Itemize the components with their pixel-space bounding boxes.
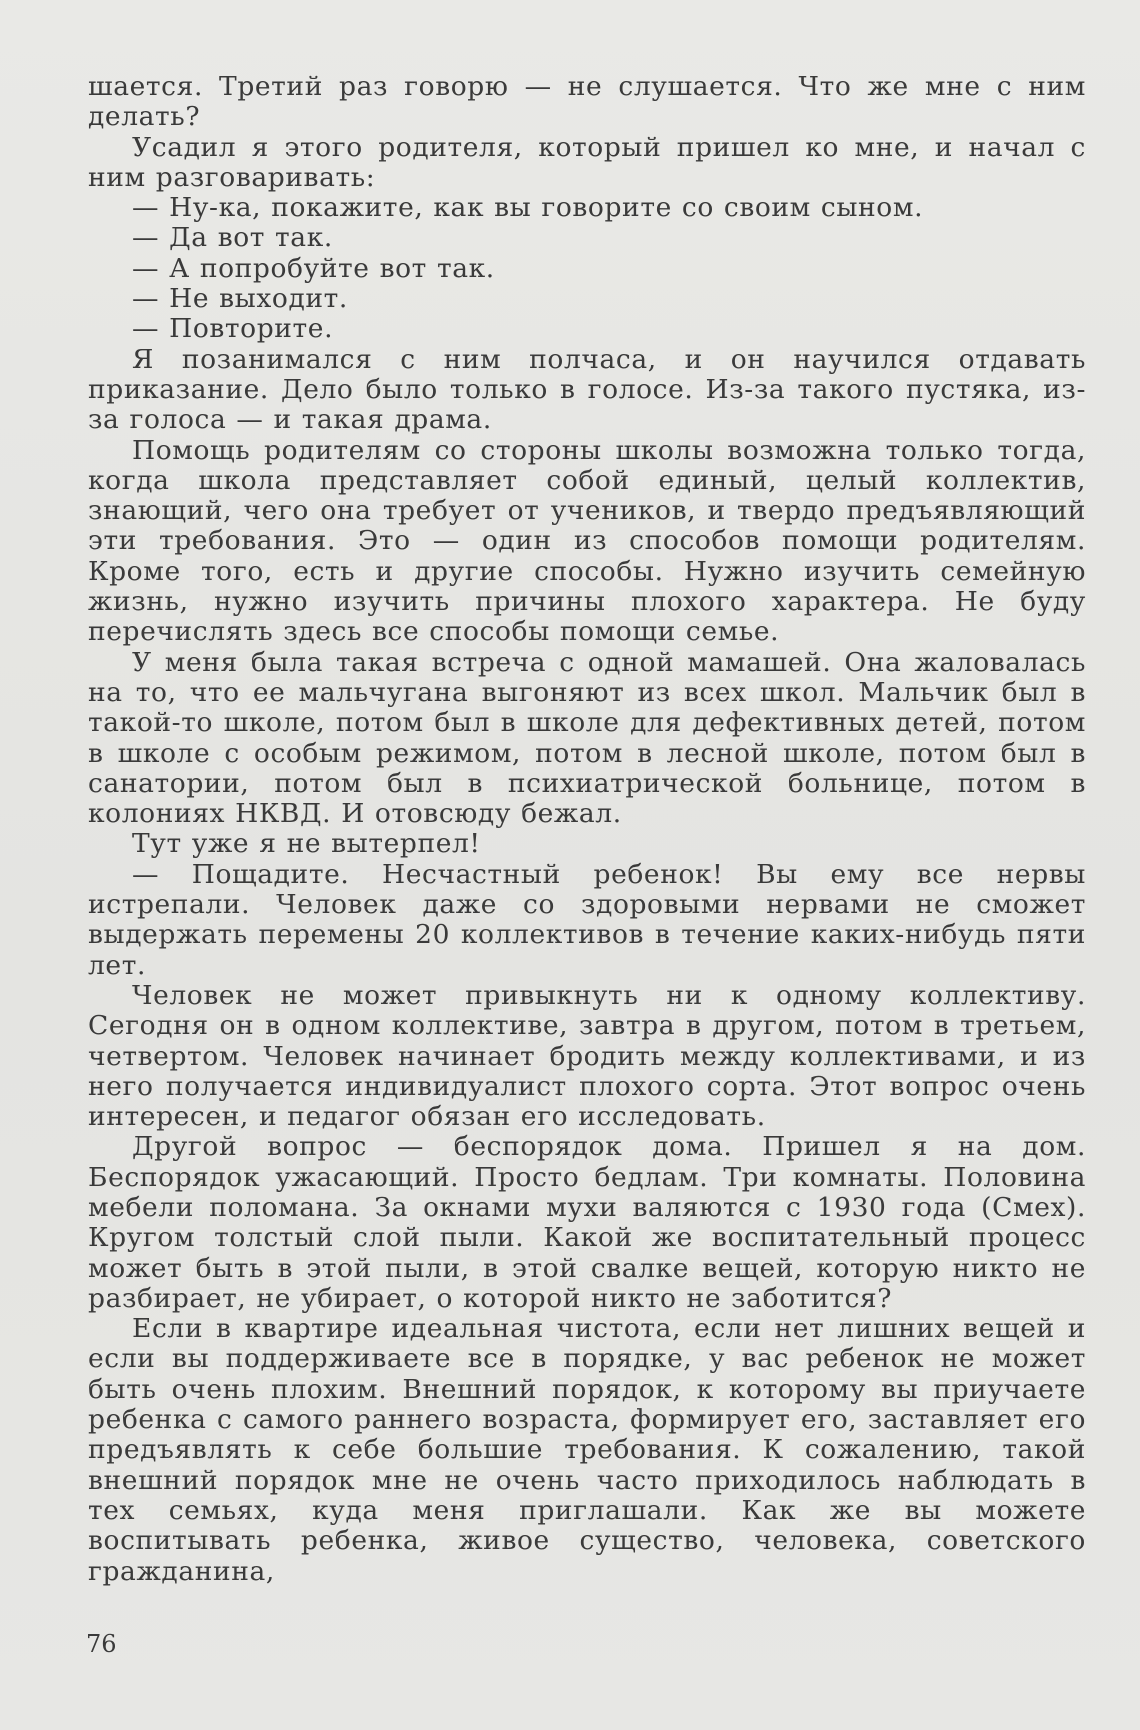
dialogue-line: — Да вот так. (132, 222, 333, 254)
paragraph: Если в квартире идеальная чистота, если нет лишних вещей и если вы поддерживаете все в порядке, у вас ребенок не может быть очень плохим. Внешний порядок, к которому вы приучаете ребенка с самого раннего возраста, формирует его, заставляет его предъявлять к себе большие требования. К сожалению, такой внешний порядок мне не очень часто приходилось наблюдать в тех семьях, куда меня приглашали. Как же вы можете воспитывать ребенка, живое существо, человека, советского гражданина, (88, 1313, 1086, 1587)
paragraph: Человек не может привыкнуть ни к одному коллективу. Сегодня он в одном коллективе, завтра в другом, потом в третьем, четвертом. Человек начинает бродить между коллективами, и из него получается индивидуалист плохого сорта. Этот вопрос очень интересен, и педагог обязан его исследовать. (88, 979, 1086, 1133)
dialogue-line: — Повторите. (132, 313, 334, 345)
page-number: 76 (86, 1630, 117, 1658)
paragraph: Тут уже я не вытерпел! (132, 828, 481, 860)
paragraph: Усадил я этого родителя, который пришел ко мне, и начал с ним разговаривать: (88, 131, 1086, 193)
paragraph: Другой вопрос — беспорядок дома. Пришел я на дом. Беспорядок ужасающий. Просто бедлам. Три комнаты. Половина мебели поломана. За окнами мухи валяются с 1930 года (Смех). Кругом толстый слой пыли. Какой же воспитательный процесс может быть в этой пыли, в этой свалке вещей, которую никто не разбирает, не убирает, о которой никто не заботится? (88, 1131, 1086, 1314)
paragraph: Я позанимался с ним полчаса, и он научился отдавать приказание. Дело было только в голосе. Из-за такого пустяка, из-за голоса — и такая драма. (88, 343, 1086, 436)
dialogue-line: — А попробуйте вот так. (132, 252, 495, 284)
dialogue-line: — Не выходит. (132, 283, 348, 315)
paragraph: У меня была такая встреча с одной мамашей. Она жаловалась на то, что ее мальчугана выгоняют из всех школ. Мальчик был в такой-то школе, потом был в школе для дефективных детей, потом в школе с особым режимом, потом в лесной школе, потом был в санатории, потом был в психиатрической больнице, потом в колониях НКВД. И отовсюду бежал. (88, 646, 1086, 830)
paragraph: Помощь родителям со стороны школы возможна только тогда, когда школа представляет собой единый, целый коллектив, знающий, чего она требует от учеников, и твердо предъявляющий эти требования. Это — один из способов помощи родителям. Кроме того, есть и другие способы. Нужно изучить семейную жизнь, нужно изучить причины плохого характера. Не буду перечислять здесь все способы помощи семье. (88, 434, 1086, 648)
paragraph: шается. Третий раз говорю — не слушается. Что же мне с ним делать? (88, 71, 1086, 133)
dialogue-line: — Пощадите. Несчастный ребенок! Вы ему все нервы истрепали. Человек даже со здоровыми нервами не сможет выдержать перемены 20 коллективов в течение каких-нибудь пяти лет. (88, 858, 1086, 981)
dialogue-line: — Ну-ка, покажите, как вы говорите со своим сыном. (132, 192, 924, 224)
body-text (88, 72, 1086, 1587)
